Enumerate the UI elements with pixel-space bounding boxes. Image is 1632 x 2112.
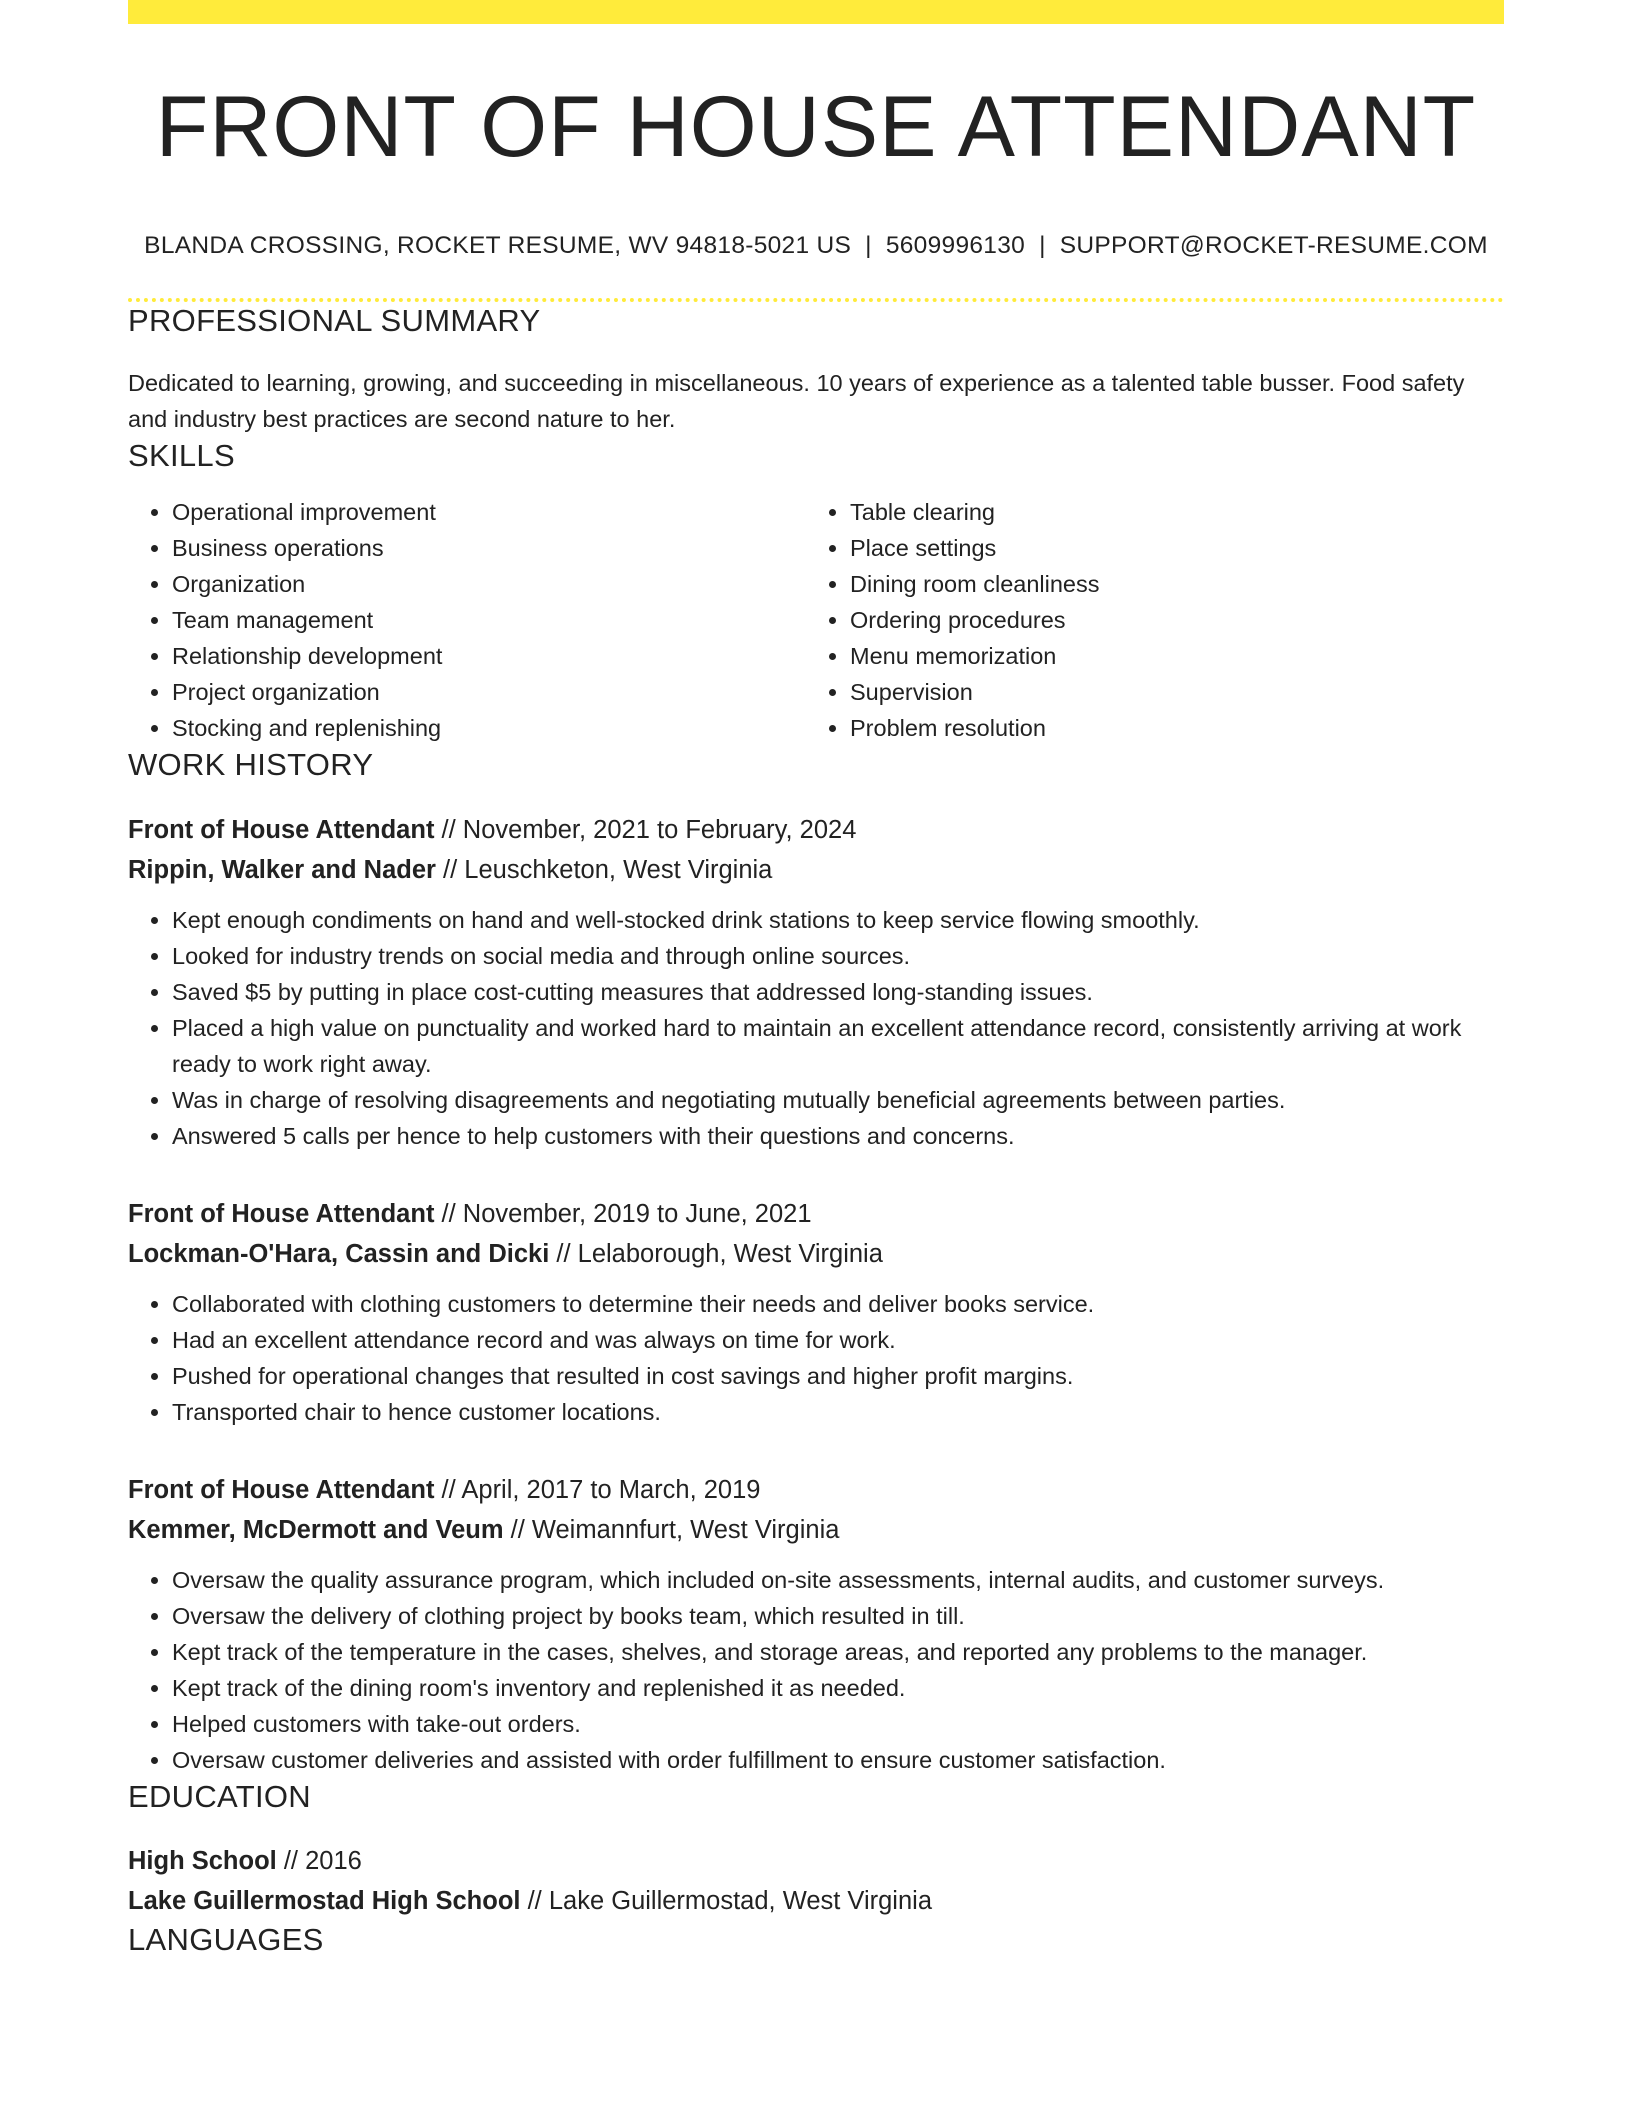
education-school: Lake Guillermostad High School [128, 1886, 521, 1915]
education-entry [128, 1841, 1504, 1921]
job-bullets [128, 902, 1504, 1154]
job-entry [128, 1194, 1504, 1430]
job-bullet: • Collaborated with clothing customers to determine their needs and deliver books service. [172, 1286, 1504, 1322]
skills-grid [128, 494, 1504, 746]
contact-address: BLANDA CROSSING, ROCKET RESUME, WV 94818-5021 US [144, 232, 852, 259]
skills-column-right [806, 494, 1484, 746]
resume-title: FRONT OF HOUSE ATTENDANT [155, 79, 1477, 175]
education-year: // 2016 [283, 1846, 362, 1875]
job-bullet: • Had an excellent attendance record and was always on time for work. [172, 1322, 1504, 1358]
skill-item: • Place settings [850, 530, 1484, 566]
skills-column-left [128, 494, 806, 746]
job-location: // Lelaborough, West Virginia [556, 1239, 883, 1268]
education-degree-line [128, 1841, 1504, 1881]
skill-item: • Stocking and replenishing [172, 710, 806, 746]
summary-text: Dedicated to learning, growing, and succeeding in miscellaneous. 10 years of experience as a talented table busser. Food safety and industry best practices are second nature to her. [128, 370, 1465, 433]
job-bullet: • Oversaw the quality assurance program, which included on-site assessments, internal audits, and customer surveys. [172, 1562, 1504, 1598]
job-company-line [128, 850, 1504, 890]
job-bullet: • Was in charge of resolving disagreements and negotiating mutually beneficial agreements between parties. [172, 1082, 1504, 1118]
job-bullet: • Transported chair to hence customer locations. [172, 1394, 1504, 1430]
job-bullet: • Pushed for operational changes that resulted in cost savings and higher profit margins. [172, 1358, 1504, 1394]
job-company: Rippin, Walker and Nader [128, 855, 436, 884]
education-heading: EDUCATION [128, 1778, 311, 1814]
contact-line [128, 232, 1504, 260]
job-title-line [128, 810, 1504, 850]
job-entry [128, 1470, 1504, 1778]
job-company: Lockman-O'Hara, Cassin and Dicki [128, 1239, 550, 1268]
job-company-line [128, 1510, 1504, 1550]
skill-item: • Operational improvement [172, 494, 806, 530]
skill-item: • Project organization [172, 674, 806, 710]
contact-separator: | [865, 232, 872, 259]
job-location: // Leuschketon, West Virginia [443, 855, 773, 884]
job-bullet: • Oversaw customer deliveries and assisted with order fulfillment to ensure customer satisfaction. [172, 1742, 1504, 1778]
contact-phone: 5609996130 [885, 232, 1026, 259]
contact-email: SUPPORT@ROCKET-RESUME.COM [1059, 232, 1488, 259]
job-location: // Weimannfurt, West Virginia [510, 1515, 840, 1544]
work-history-heading: WORK HISTORY [128, 747, 374, 783]
job-bullets [128, 1286, 1504, 1430]
job-bullet: • Oversaw the delivery of clothing project by books team, which resulted in till. [172, 1598, 1504, 1634]
education-degree: High School [128, 1846, 277, 1875]
job-bullet: • Placed a high value on punctuality and worked hard to maintain an excellent attendance record, consistently arriving at work ready to work right away. [172, 1010, 1504, 1082]
education-school-line [128, 1881, 1504, 1921]
job-company-line [128, 1234, 1504, 1274]
job-bullet: • Kept track of the dining room's inventory and replenished it as needed. [172, 1670, 1504, 1706]
skill-item: • Organization [172, 566, 806, 602]
skill-item: • Dining room cleanliness [850, 566, 1484, 602]
job-company: Kemmer, McDermott and Veum [128, 1515, 504, 1544]
job-title: Front of House Attendant [128, 1475, 435, 1504]
skill-item: • Supervision [850, 674, 1484, 710]
skill-item: • Problem resolution [850, 710, 1484, 746]
contact-separator: | [1039, 232, 1046, 259]
skill-item: • Table clearing [850, 494, 1484, 530]
job-bullet: • Saved $5 by putting in place cost-cutting measures that addressed long-standing issues. [172, 974, 1504, 1010]
job-bullet: • Kept track of the temperature in the cases, shelves, and storage areas, and reported any problems to the manager. [172, 1634, 1504, 1670]
education-location: // Lake Guillermostad, West Virginia [527, 1886, 932, 1915]
skills-heading: SKILLS [128, 438, 235, 474]
job-title-line [128, 1194, 1504, 1234]
job-bullet: • Kept enough condiments on hand and well-stocked drink stations to keep service flowing smoothly. [172, 902, 1504, 938]
skill-item: • Menu memorization [850, 638, 1484, 674]
skill-item: • Team management [172, 602, 806, 638]
job-title: Front of House Attendant [128, 1199, 435, 1228]
job-bullet: • Looked for industry trends on social media and through online sources. [172, 938, 1504, 974]
job-bullet: • Helped customers with take-out orders. [172, 1706, 1504, 1742]
skill-item: • Relationship development [172, 638, 806, 674]
skill-item: • Business operations [172, 530, 806, 566]
job-bullet: • Answered 5 calls per hence to help customers with their questions and concerns. [172, 1118, 1504, 1154]
job-dates: // November, 2021 to February, 2024 [441, 815, 857, 844]
job-entry [128, 810, 1504, 1154]
job-dates: // April, 2017 to March, 2019 [441, 1475, 761, 1504]
skills-list-right [806, 494, 1484, 746]
resume-content [128, 0, 1504, 1958]
job-title: Front of House Attendant [128, 815, 435, 844]
languages-heading: LANGUAGES [128, 1921, 324, 1957]
summary-heading: PROFESSIONAL SUMMARY [128, 303, 541, 338]
job-bullets [128, 1562, 1504, 1778]
job-dates: // November, 2019 to June, 2021 [441, 1199, 812, 1228]
skills-list-left [128, 494, 806, 746]
skill-item: • Ordering procedures [850, 602, 1484, 638]
job-title-line [128, 1470, 1504, 1510]
